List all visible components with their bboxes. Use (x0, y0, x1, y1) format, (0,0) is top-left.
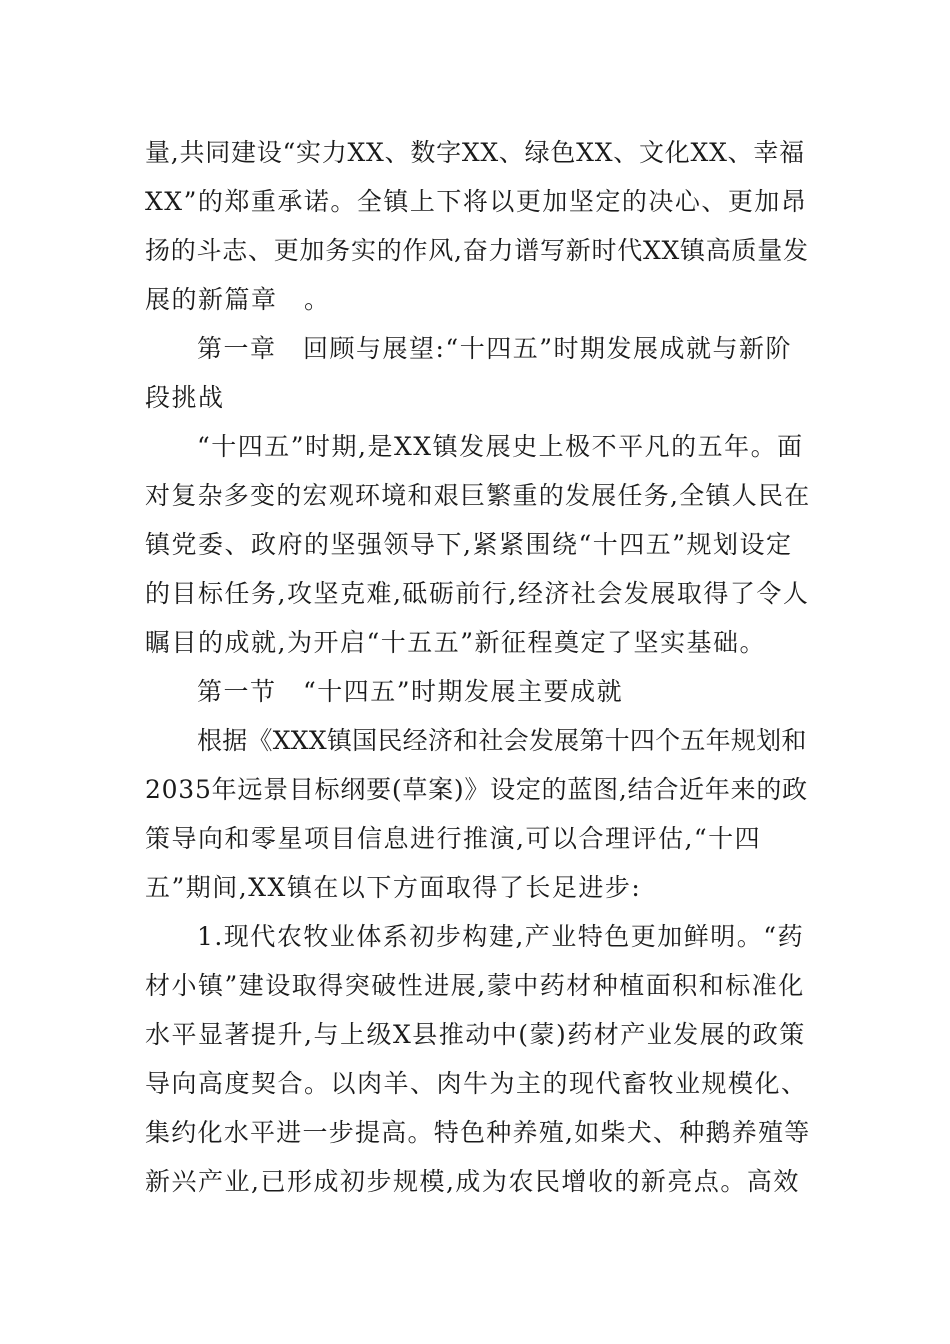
text-line: 五”期间,XX镇在以下方面取得了长足进步: (145, 873, 642, 902)
document-body (145, 128, 810, 1206)
text-line: 对复杂多变的宏观环境和艰巨繁重的发展任务,全镇人民在 (145, 481, 811, 510)
text-line: “十四五”时期,是XX镇发展史上极不平凡的五年。面 (197, 432, 804, 461)
text-line: 展的新篇章 。 (145, 285, 331, 314)
text-line: 导向高度契合。以肉羊、肉牛为主的现代畜牧业规模化、 (145, 1069, 808, 1098)
text-line: 根据《XXX镇国民经济和社会发展第十四个五年规划和 (197, 726, 807, 755)
text-line: XX”的郑重承诺。全镇上下将以更加坚定的决心、更加昂 (145, 187, 808, 216)
chapter-heading-cont: 段挑战 (145, 383, 225, 412)
text-line: 镇党委、政府的坚强领导下,紧紧围绕“十四五”规划设定 (145, 530, 793, 559)
text-line: 材小镇”建设取得突破性进展,蒙中药材种植面积和标准化 (145, 971, 805, 1000)
list-item-text: 1.现代农牧业体系初步构建,产业特色更加鲜明。“药 (197, 922, 805, 951)
text-line: 的目标任务,攻坚克难,砥砺前行,经济社会发展取得了令人 (145, 579, 810, 608)
chapter-heading: 第一章 回顾与展望:“十四五”时期发展成就与新阶 (197, 334, 792, 363)
text-line: 策导向和零星项目信息进行推演,可以合理评估,“十四 (145, 824, 762, 853)
text-line: 水平显著提升,与上级X县推动中(蒙)药材产业发展的政策 (145, 1020, 806, 1049)
section-heading: 第一节 “十四五”时期发展主要成就 (197, 677, 624, 706)
text-line: 扬的斗志、更加务实的作风,奋力谱写新时代XX镇高质量发 (145, 236, 809, 265)
text-line: 2035年远景目标纲要(草案)》设定的蓝图,结合近年来的政 (145, 775, 808, 804)
text-line: 集约化水平进一步提高。特色种养殖,如柴犬、种鹅养殖等 (145, 1118, 811, 1147)
text-line: 新兴产业,已形成初步规模,成为农民增收的新亮点。高效 (145, 1167, 800, 1196)
text-line: 瞩目的成就,为开启“十五五”新征程奠定了坚实基础。 (145, 628, 767, 657)
text-line: 量,共同建设“实力XX、数字XX、绿色XX、文化XX、幸福 (145, 138, 805, 167)
